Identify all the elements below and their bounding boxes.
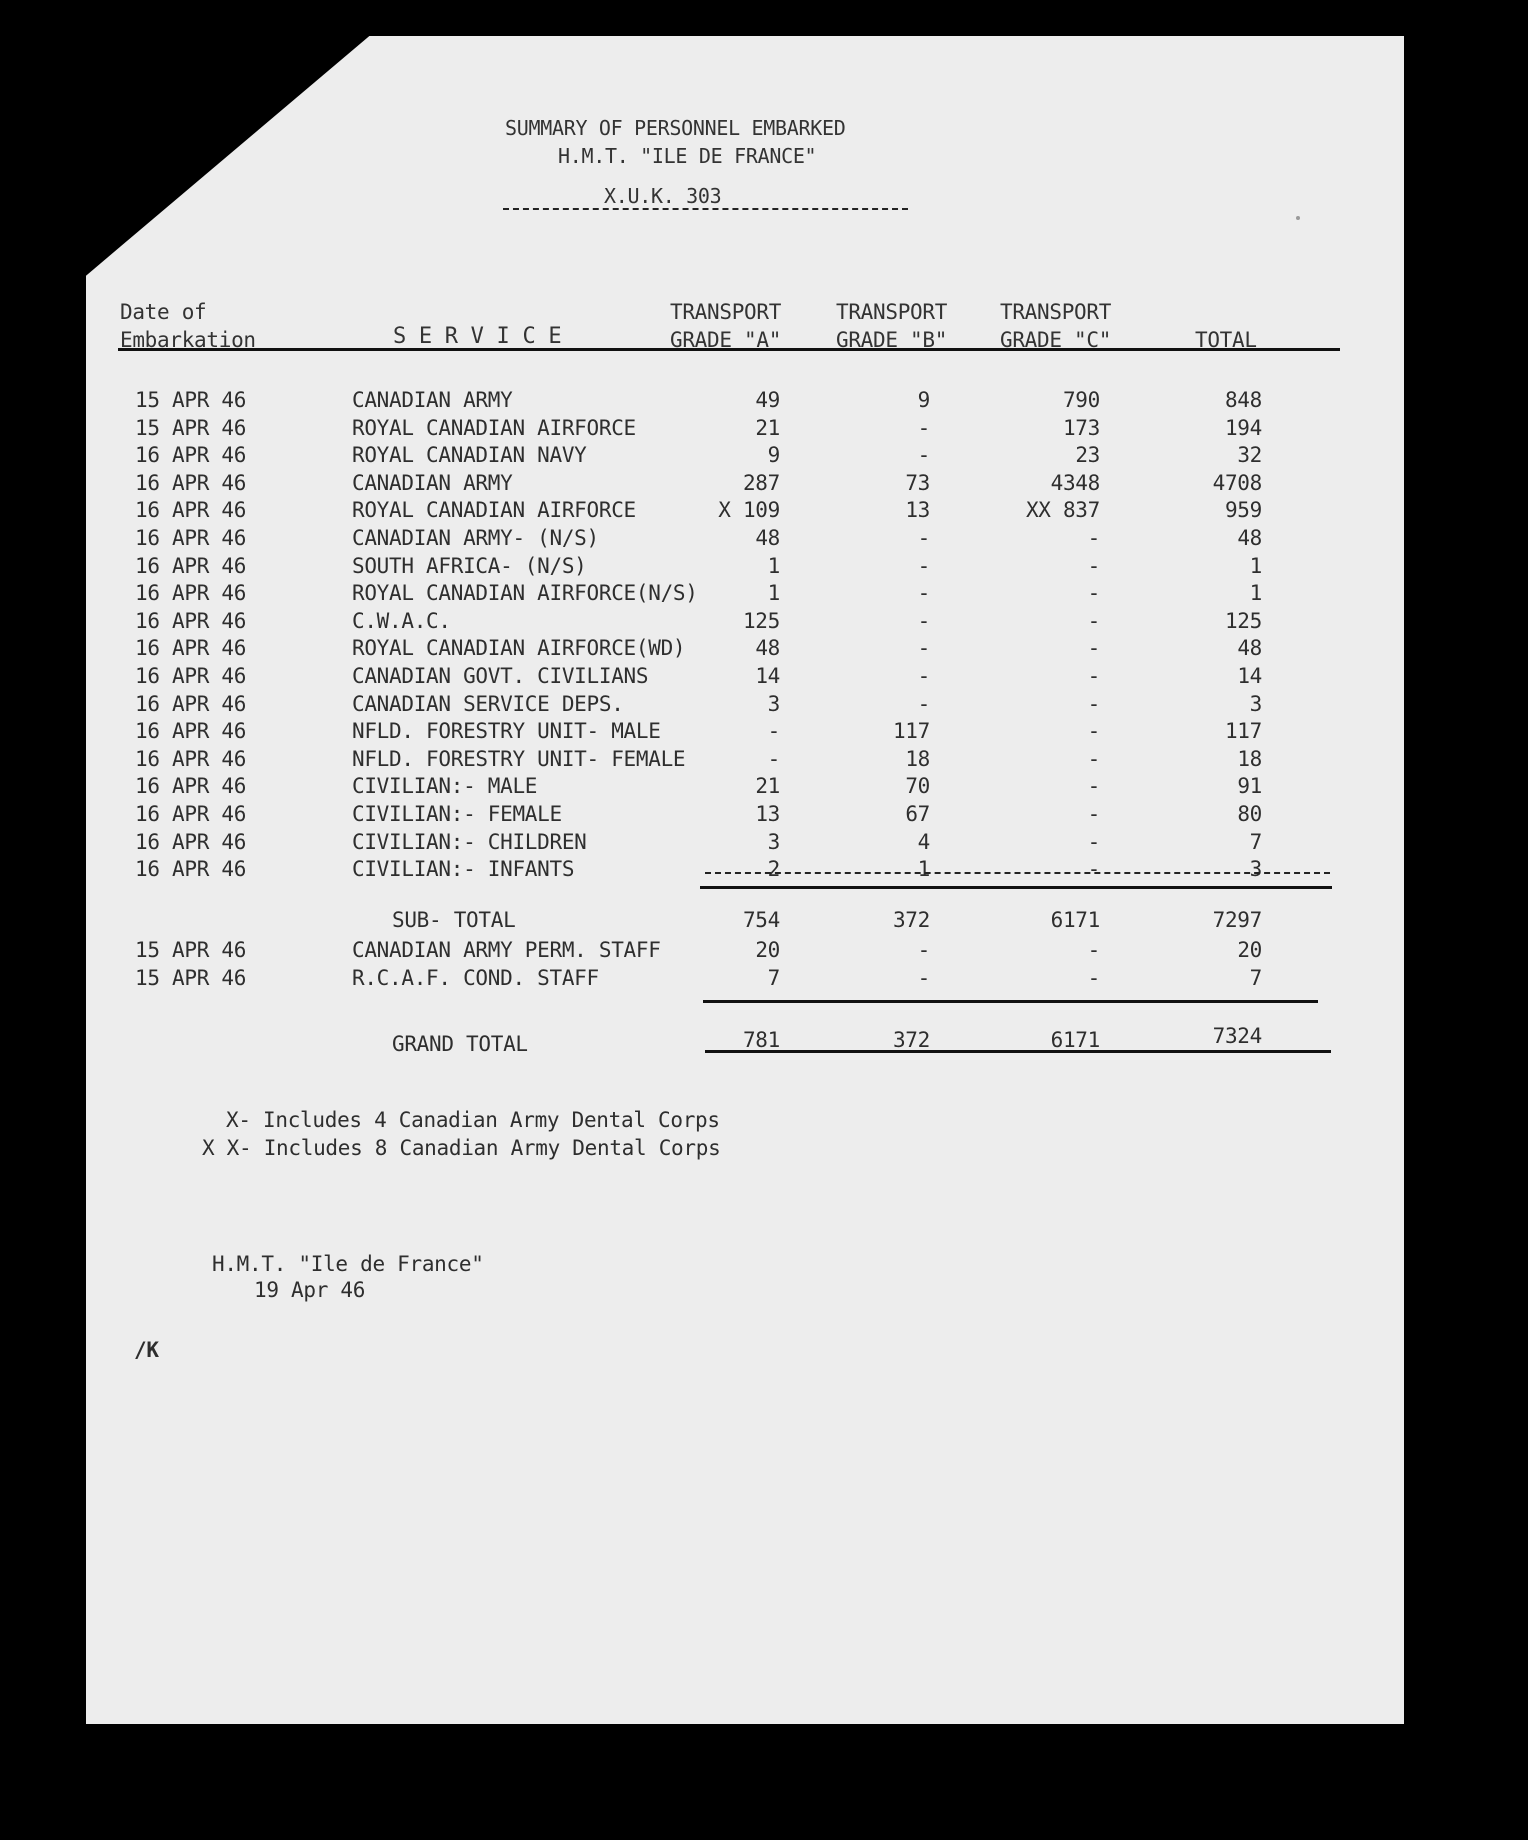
row-date: 15 APR 46	[135, 966, 247, 990]
row-grade-c: -	[1087, 802, 1100, 826]
row-date: 15 APR 46	[135, 938, 247, 962]
signature-date: 19 Apr 46	[254, 1278, 366, 1302]
row-date: 16 APR 46	[135, 498, 247, 523]
col-header-date-line1: Date of	[120, 300, 207, 324]
row-service: CANADIAN ARMY PERM. STAFF	[352, 938, 661, 962]
col-header-grade-b-line1: TRANSPORT	[836, 300, 948, 324]
subtotal-label: SUB- TOTAL	[392, 908, 516, 932]
row-grade-a: 7	[767, 966, 780, 990]
row-service: ROYAL CANADIAN AIRFORCE(N/S)	[352, 581, 698, 606]
col-header-total: TOTAL	[1195, 328, 1257, 352]
row-grade-a: 21	[755, 415, 780, 440]
row-service: ROYAL CANADIAN AIRFORCE	[352, 498, 636, 523]
row-grade-c: XX 837	[1025, 498, 1100, 523]
row-service: CANADIAN SERVICE DEPS.	[352, 691, 624, 716]
signature-ship: H.M.T. "Ile de France"	[212, 1252, 484, 1276]
row-service: CANADIAN ARMY	[352, 388, 513, 412]
row-service: CANADIAN ARMY	[352, 470, 513, 495]
col-header-grade-a-line1: TRANSPORT	[670, 300, 782, 324]
row-grade-a: X 109	[718, 498, 780, 523]
row-grade-a: 21	[755, 774, 780, 799]
row-grade-a: 48	[755, 526, 780, 550]
row-grade-b: -	[917, 415, 930, 440]
row-grade-b: 4	[917, 829, 930, 854]
row-grade-b: -	[917, 443, 930, 468]
row-date: 16 APR 46	[135, 774, 247, 799]
row-grade-c: -	[1087, 664, 1100, 688]
row-total: 4708	[1212, 470, 1262, 495]
col-header-grade-b-line2: GRADE "B"	[836, 328, 948, 352]
row-date: 15 APR 46	[135, 415, 247, 440]
row-grade-b: -	[917, 966, 930, 990]
row-grade-b: 70	[905, 774, 930, 799]
row-date: 16 APR 46	[135, 553, 247, 578]
col-header-service: S E R V I C E	[393, 324, 562, 349]
row-grade-a: 48	[755, 636, 780, 661]
row-grade-a: 49	[755, 388, 780, 412]
row-total: 20	[1237, 938, 1262, 962]
row-grade-a: 20	[755, 938, 780, 962]
grandtotal-rule-bottom	[705, 1050, 1331, 1053]
paper-speck	[1296, 216, 1300, 220]
row-grade-c: 4348	[1050, 470, 1100, 495]
subtotal-rule-bottom	[700, 886, 1332, 889]
row-grade-b: -	[917, 608, 930, 633]
typist-initials: /K	[134, 1338, 159, 1362]
footnote-xx: X X- Includes 8 Canadian Army Dental Corps	[202, 1136, 721, 1160]
row-date: 16 APR 46	[135, 664, 247, 688]
subtotal-grade-c: 6171	[1050, 908, 1100, 932]
row-grade-b: -	[917, 636, 930, 661]
row-grade-c: -	[1087, 774, 1100, 799]
row-grade-a: 125	[742, 608, 780, 633]
row-grade-b: -	[917, 581, 930, 606]
row-grade-c: -	[1087, 719, 1100, 744]
row-total: 848	[1224, 388, 1262, 412]
row-date: 15 APR 46	[135, 388, 247, 412]
row-total: 14	[1237, 664, 1262, 688]
row-grade-a: 13	[755, 802, 780, 826]
row-service: C.W.A.C.	[352, 608, 451, 633]
document-ship-name: H.M.T. "ILE DE FRANCE"	[558, 144, 817, 168]
row-grade-b: 67	[905, 802, 930, 826]
grandtotal-grade-c: 6171	[1050, 1028, 1100, 1052]
row-service: ROYAL CANADIAN AIRFORCE	[352, 415, 636, 440]
row-grade-b: 13	[905, 498, 930, 523]
row-date: 16 APR 46	[135, 691, 247, 716]
row-service: CIVILIAN:- MALE	[352, 774, 538, 799]
row-grade-c: -	[1087, 581, 1100, 606]
row-total: 194	[1224, 415, 1262, 440]
row-grade-c: 173	[1062, 415, 1100, 440]
row-total: 3	[1249, 691, 1262, 716]
row-service: SOUTH AFRICA- (N/S)	[352, 553, 587, 578]
row-date: 16 APR 46	[135, 470, 247, 495]
row-service: CANADIAN GOVT. CIVILIANS	[352, 664, 649, 688]
row-grade-c: -	[1087, 829, 1100, 854]
row-grade-b: -	[917, 526, 930, 550]
col-header-grade-a-line2: GRADE "A"	[670, 328, 782, 352]
row-total: 1	[1249, 553, 1262, 578]
row-grade-a: -	[767, 746, 780, 771]
subtotal-grade-b: 372	[892, 908, 930, 932]
row-service: NFLD. FORESTRY UNIT- FEMALE	[352, 746, 686, 771]
row-date: 16 APR 46	[135, 829, 247, 854]
grandtotal-rule-top	[703, 1000, 1318, 1003]
grandtotal-grade-b: 372	[892, 1028, 930, 1052]
header-rule	[118, 348, 1340, 351]
grandtotal-total: 7324	[1212, 1024, 1262, 1048]
row-service: CIVILIAN:- CHILDREN	[352, 829, 587, 854]
document-title: SUMMARY OF PERSONNEL EMBARKED	[505, 116, 846, 140]
row-date: 16 APR 46	[135, 526, 247, 550]
row-total: 3	[1249, 857, 1262, 882]
footnote-x: X- Includes 4 Canadian Army Dental Corps	[226, 1108, 720, 1132]
row-grade-b: -	[917, 553, 930, 578]
row-grade-a: 14	[755, 664, 780, 688]
row-grade-c: -	[1087, 691, 1100, 716]
row-grade-c: -	[1087, 857, 1100, 882]
row-grade-c: -	[1087, 553, 1100, 578]
row-date: 16 APR 46	[135, 581, 247, 606]
row-date: 16 APR 46	[135, 636, 247, 661]
row-grade-c: -	[1087, 636, 1100, 661]
row-grade-b: 73	[905, 470, 930, 495]
row-grade-c: -	[1087, 938, 1100, 962]
grandtotal-grade-a: 781	[742, 1028, 780, 1052]
row-service: CIVILIAN:- FEMALE	[352, 802, 562, 826]
document-voyage-number: X.U.K. 303	[604, 184, 722, 208]
row-total: 125	[1224, 608, 1262, 633]
row-total: 91	[1237, 774, 1262, 799]
row-total: 7	[1249, 966, 1262, 990]
row-grade-b: -	[917, 938, 930, 962]
row-service: CIVILIAN:- INFANTS	[352, 857, 575, 882]
grandtotal-label: GRAND TOTAL	[392, 1032, 528, 1056]
row-grade-a: 287	[742, 470, 780, 495]
subtotal-grade-a: 754	[742, 908, 780, 932]
row-grade-b: 9	[917, 388, 930, 412]
col-header-date-line2: Embarkation	[120, 328, 256, 352]
row-total: 1	[1249, 581, 1262, 606]
row-grade-b: 1	[917, 857, 930, 882]
row-grade-b: -	[917, 664, 930, 688]
row-service: ROYAL CANADIAN AIRFORCE(WD)	[352, 636, 686, 661]
row-grade-a: 1	[767, 581, 780, 606]
row-total: 117	[1224, 719, 1262, 744]
row-service: CANADIAN ARMY- (N/S)	[352, 526, 599, 550]
row-service: R.C.A.F. COND. STAFF	[352, 966, 599, 990]
row-total: 80	[1237, 802, 1262, 826]
row-grade-a: -	[767, 719, 780, 744]
row-grade-a: 3	[767, 829, 780, 854]
row-grade-c: -	[1087, 966, 1100, 990]
row-total: 959	[1224, 498, 1262, 523]
row-total: 32	[1237, 443, 1262, 468]
row-grade-c: 23	[1075, 443, 1100, 468]
row-grade-b: 18	[905, 746, 930, 771]
row-grade-a: 3	[767, 691, 780, 716]
row-grade-c: 790	[1062, 388, 1100, 412]
col-header-grade-c-line1: TRANSPORT	[1000, 300, 1112, 324]
header-underline	[503, 208, 908, 210]
row-date: 16 APR 46	[135, 443, 247, 468]
row-date: 16 APR 46	[135, 608, 247, 633]
row-date: 16 APR 46	[135, 857, 247, 882]
row-grade-c: -	[1087, 746, 1100, 771]
row-grade-a: 1	[767, 553, 780, 578]
row-grade-a: 2	[767, 857, 780, 882]
row-grade-c: -	[1087, 526, 1100, 550]
col-header-grade-c-line2: GRADE "C"	[1000, 328, 1112, 352]
row-grade-a: 9	[767, 443, 780, 468]
row-total: 7	[1249, 829, 1262, 854]
row-grade-b: -	[917, 691, 930, 716]
row-date: 16 APR 46	[135, 746, 247, 771]
row-grade-b: 117	[892, 719, 930, 744]
row-service: NFLD. FORESTRY UNIT- MALE	[352, 719, 661, 744]
subtotal-rule-top	[705, 872, 1330, 874]
row-date: 16 APR 46	[135, 802, 247, 826]
row-date: 16 APR 46	[135, 719, 247, 744]
row-total: 48	[1237, 636, 1262, 661]
row-service: ROYAL CANADIAN NAVY	[352, 443, 587, 468]
subtotal-total: 7297	[1212, 908, 1262, 932]
row-total: 18	[1237, 746, 1262, 771]
row-grade-c: -	[1087, 608, 1100, 633]
row-total: 48	[1237, 526, 1262, 550]
